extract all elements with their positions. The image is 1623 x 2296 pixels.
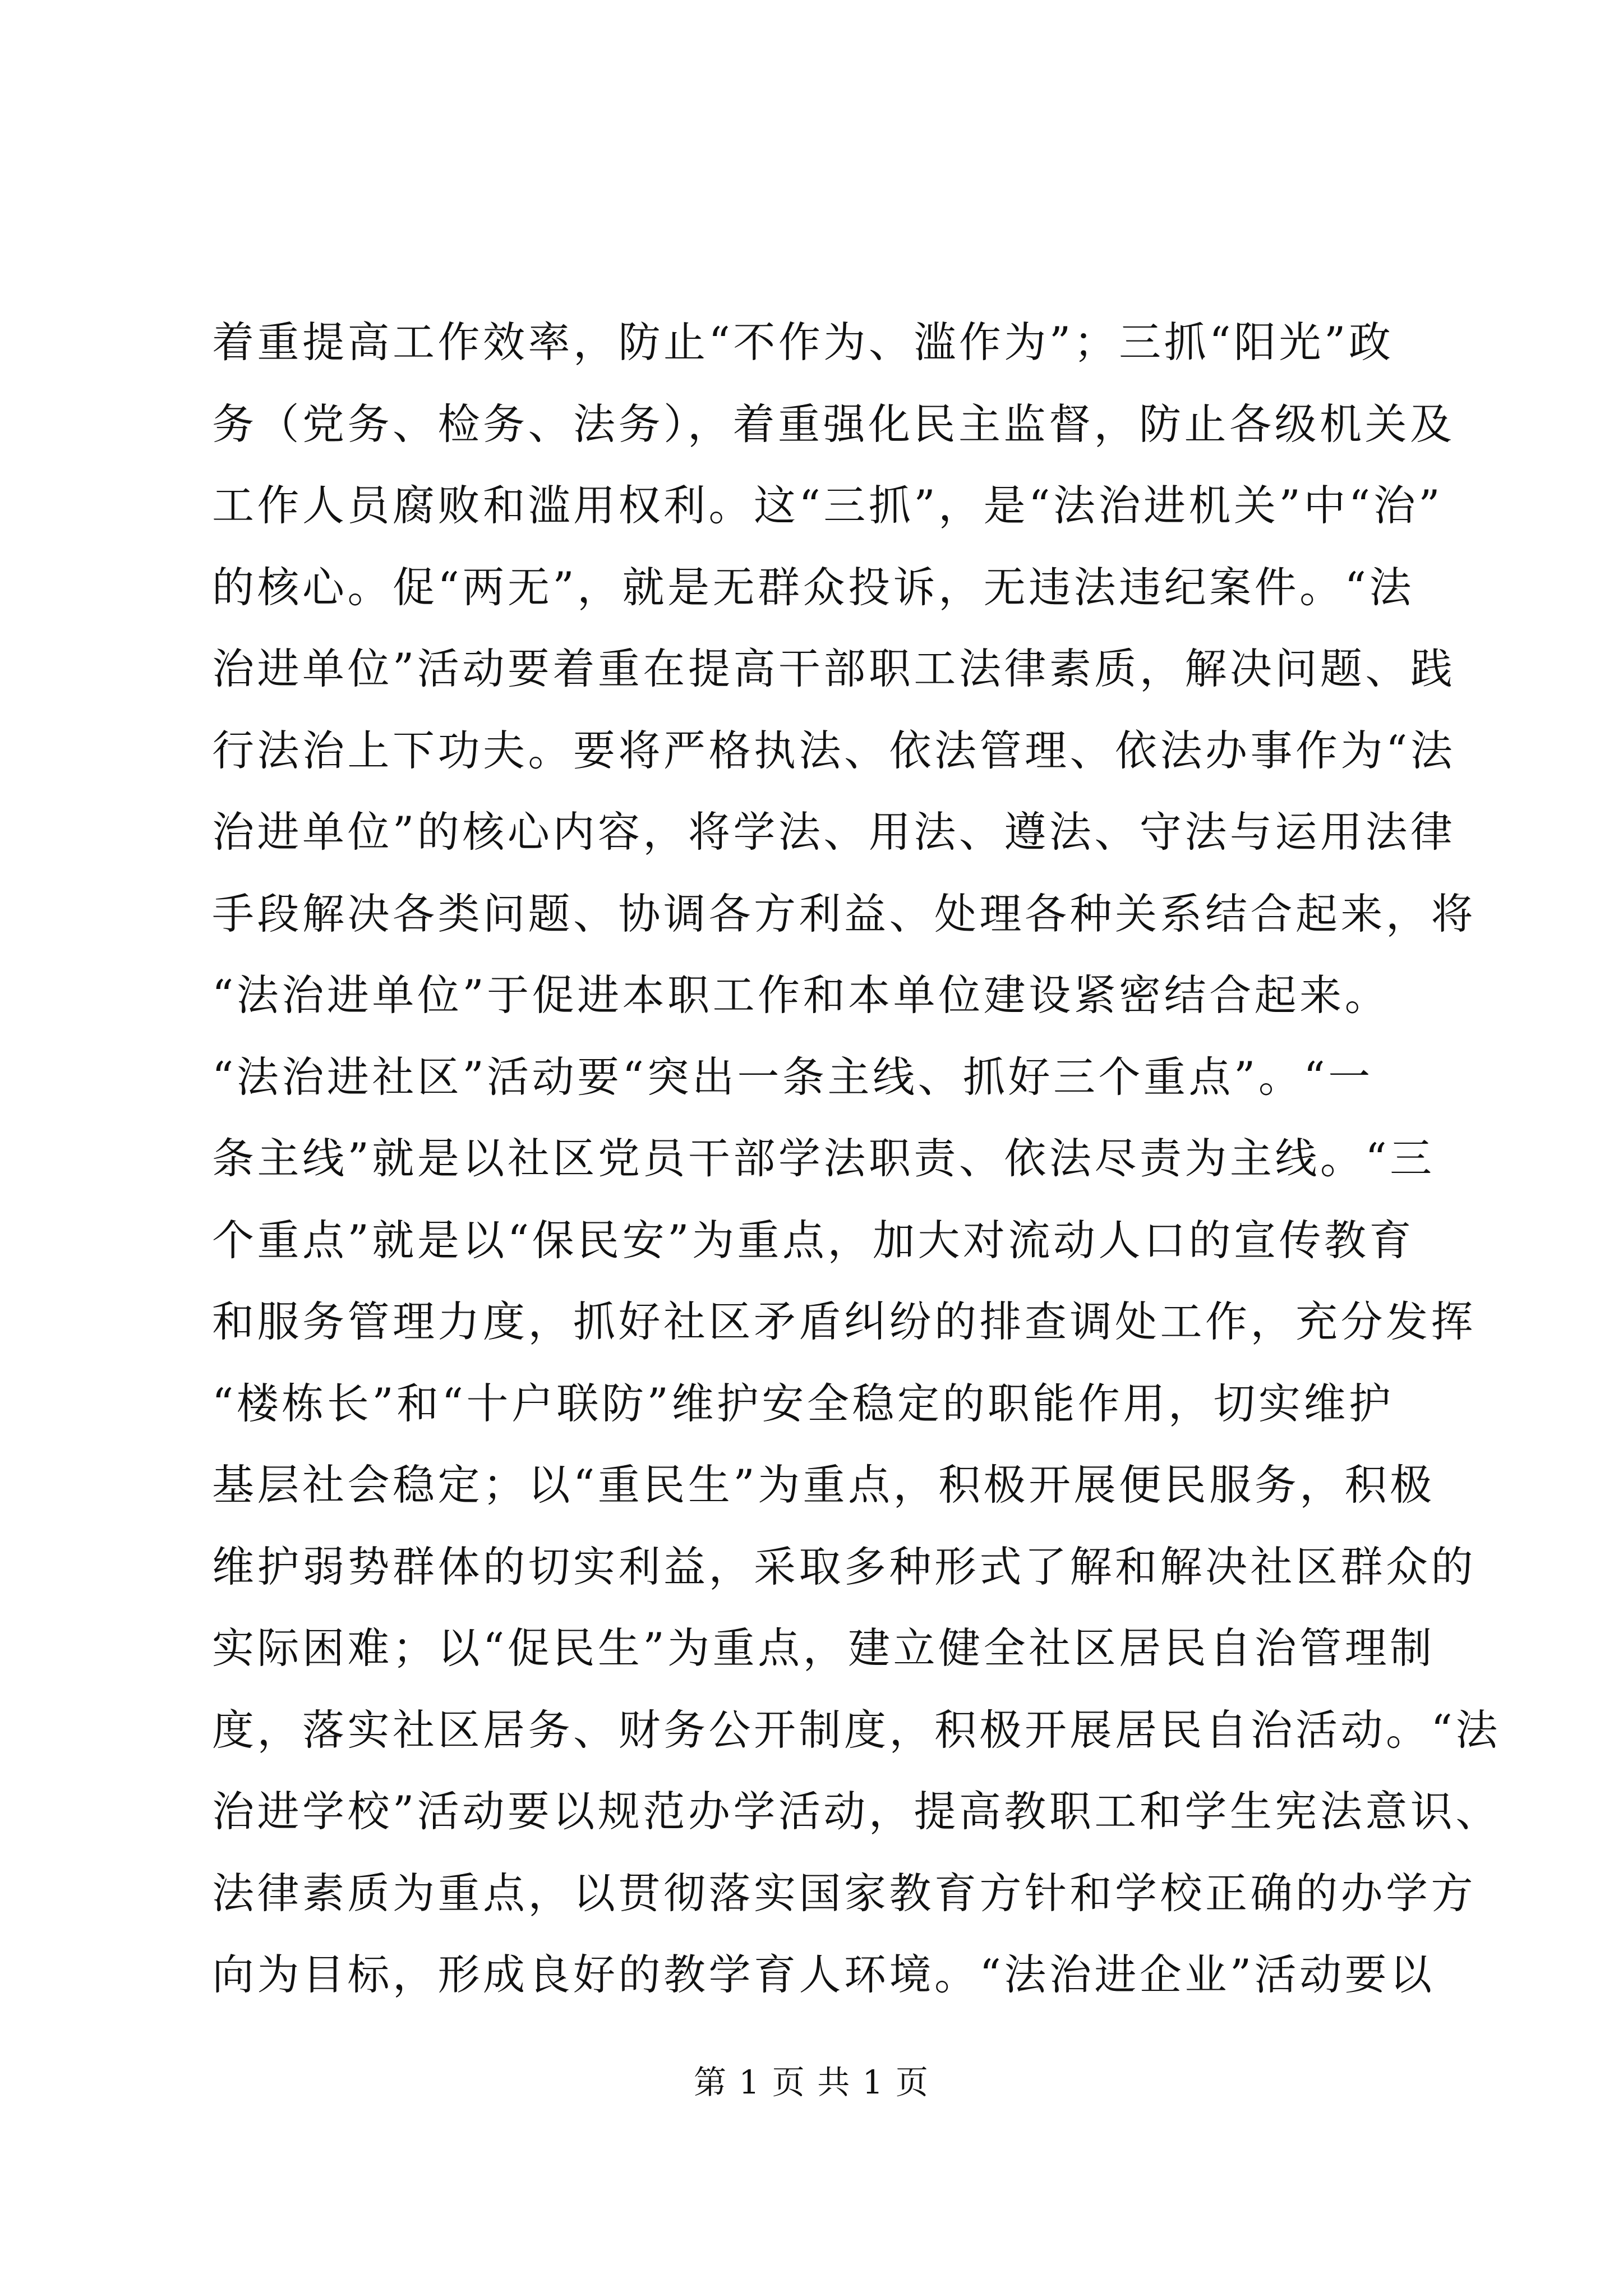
text-line: 向为目标，形成良好的教学育人环境。“法治进企业”活动要以: [212, 1950, 1435, 1999]
text-line: 法律素质为重点，以贯彻落实国家教育方针和学校正确的办学方: [212, 1868, 1477, 1918]
text-line: 个重点”就是以“保民安”为重点，加大对流动人口的宣传教育: [212, 1215, 1415, 1265]
text-line: 条主线”就是以社区党员干部学法职责、依法尽责为主线。“三: [212, 1134, 1435, 1183]
text-line: “法治进社区”活动要“突出一条主线、抓好三个重点”。“一: [212, 1052, 1373, 1102]
text-line: 治进单位”活动要着重在提高干部职工法律素质，解决问题、践: [212, 644, 1456, 693]
text-line: 基层社会稳定；以“重民生”为重点，积极开展便民服务，积极: [212, 1460, 1435, 1510]
text-line: 工作人员腐败和滥用权利。这“三抓”，是“法治进机关”中“治”: [212, 481, 1444, 530]
text-line: 维护弱势群体的切实利益，采取多种形式了解和解决社区群众的: [212, 1542, 1477, 1591]
page-number-footer: 第 1 页 共 1 页: [694, 2063, 929, 2101]
body-text: [212, 302, 1501, 2016]
text-line: 的核心。促“两无”，就是无群众投诉，无违法违纪案件。“法: [212, 562, 1415, 612]
text-line: 务（党务、检务、法务），着重强化民主监督，防止各级机关及: [212, 399, 1455, 449]
text-line: 和服务管理力度，抓好社区矛盾纠纷的排查调处工作，充分发挥: [212, 1297, 1477, 1346]
text-line: 行法治上下功夫。要将严格执法、依法管理、依法办事作为“法: [212, 725, 1456, 775]
text-line: 手段解决各类问题、协调各方利益、处理各种关系结合起来，将: [212, 889, 1477, 938]
text-line: “法治进单位”于促进本职工作和本单位建设紧密结合起来。: [212, 970, 1390, 1020]
text-line: 治进单位”的核心内容，将学法、用法、遵法、守法与运用法律: [212, 807, 1456, 857]
text-line: 着重提高工作效率，防止“不作为、滥作为”；三抓“阳光”政: [212, 318, 1394, 367]
text-line: 实际困难；以“促民生”为重点，建立健全社区居民自治管理制: [212, 1623, 1435, 1673]
text-line: 度，落实社区居务、财务公开制度，积极开展居民自治活动。“法: [212, 1705, 1501, 1755]
text-line: 治进学校”活动要以规范办学活动，提高教职工和学生宪法意识、: [212, 1787, 1501, 1836]
text-line: “楼栋长”和“十户联防”维护安全稳定的职能作用，切实维护: [212, 1378, 1394, 1428]
